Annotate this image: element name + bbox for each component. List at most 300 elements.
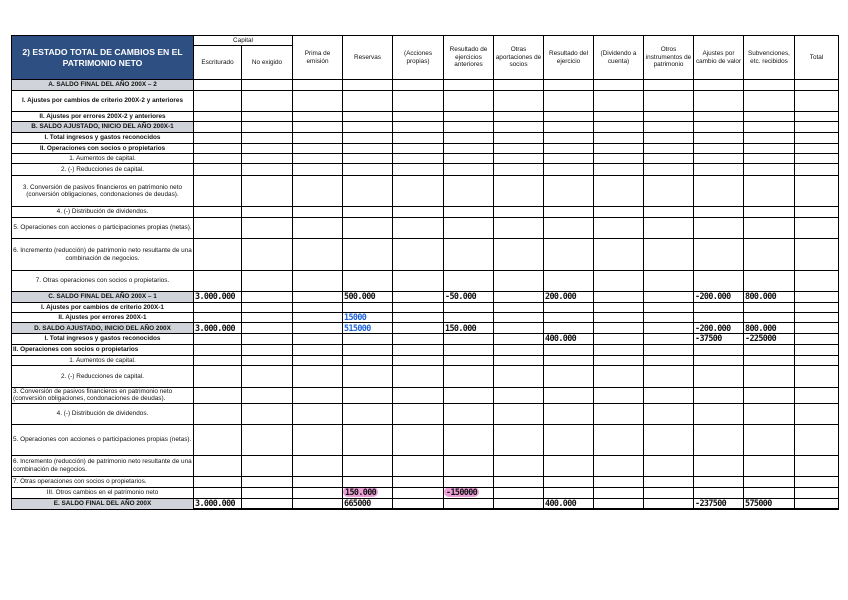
cell-ajustes[interactable] — [694, 218, 744, 239]
cell-resultado-ejercicio[interactable] — [544, 112, 594, 122]
cell-resultado-anteriores[interactable] — [444, 207, 494, 218]
cell-otros-instrumentos[interactable] — [644, 355, 694, 365]
cell-subvenciones[interactable] — [744, 133, 795, 144]
cell-reservas[interactable] — [343, 164, 393, 176]
cell-escriturado[interactable] — [194, 487, 242, 498]
cell-escriturado[interactable] — [194, 144, 242, 154]
cell-acciones[interactable] — [393, 80, 444, 91]
cell-dividendo[interactable] — [594, 424, 644, 455]
cell-otros-instrumentos[interactable] — [644, 365, 694, 387]
cell-dividendo[interactable] — [594, 344, 644, 355]
cell-reservas[interactable] — [343, 133, 393, 144]
cell-escriturado[interactable] — [194, 154, 242, 164]
cell-ajustes[interactable] — [694, 176, 744, 207]
cell-subvenciones[interactable] — [744, 144, 795, 154]
cell-resultado-anteriores[interactable] — [444, 239, 494, 271]
cell-otros-instrumentos[interactable] — [644, 80, 694, 91]
cell-reservas[interactable] — [343, 239, 393, 271]
cell-prima[interactable] — [293, 403, 343, 424]
cell-dividendo[interactable] — [594, 355, 644, 365]
cell-dividendo[interactable] — [594, 80, 644, 91]
cell-no-exigido[interactable] — [242, 303, 293, 313]
cell-acciones[interactable] — [393, 164, 444, 176]
cell-escriturado[interactable] — [194, 176, 242, 207]
cell-otras-aportaciones[interactable] — [494, 313, 544, 323]
cell-otros-instrumentos[interactable] — [644, 498, 694, 509]
cell-resultado-ejercicio[interactable] — [544, 365, 594, 387]
cell-otros-instrumentos[interactable] — [644, 303, 694, 313]
cell-reservas[interactable] — [343, 303, 393, 313]
cell-otros-instrumentos[interactable] — [644, 334, 694, 344]
cell-resultado-anteriores[interactable] — [444, 424, 494, 455]
cell-reservas[interactable] — [343, 313, 393, 323]
cell-no-exigido[interactable] — [242, 498, 293, 509]
cell-total[interactable] — [795, 112, 839, 122]
cell-ajustes[interactable] — [694, 355, 744, 365]
cell-subvenciones[interactable] — [744, 344, 795, 355]
cell-otros-instrumentos[interactable] — [644, 239, 694, 271]
cell-ajustes[interactable] — [694, 303, 744, 313]
cell-acciones[interactable] — [393, 498, 444, 509]
cell-total[interactable] — [795, 218, 839, 239]
cell-resultado-anteriores[interactable] — [444, 218, 494, 239]
cell-total[interactable] — [795, 455, 839, 476]
cell-acciones[interactable] — [393, 313, 444, 323]
cell-no-exigido[interactable] — [242, 239, 293, 271]
cell-acciones[interactable] — [393, 487, 444, 498]
cell-no-exigido[interactable] — [242, 476, 293, 487]
cell-reservas[interactable] — [343, 334, 393, 344]
cell-dividendo[interactable] — [594, 303, 644, 313]
cell-otros-instrumentos[interactable] — [644, 144, 694, 154]
cell-resultado-anteriores[interactable] — [444, 498, 494, 509]
cell-resultado-anteriores[interactable] — [444, 365, 494, 387]
cell-ajustes[interactable] — [694, 154, 744, 164]
cell-dividendo[interactable] — [594, 144, 644, 154]
cell-dividendo[interactable] — [594, 154, 644, 164]
cell-otros-instrumentos[interactable] — [644, 424, 694, 455]
cell-reservas[interactable] — [343, 122, 393, 133]
cell-otras-aportaciones[interactable] — [494, 80, 544, 91]
cell-resultado-anteriores[interactable] — [444, 271, 494, 292]
cell-resultado-ejercicio[interactable] — [544, 154, 594, 164]
cell-otros-instrumentos[interactable] — [644, 122, 694, 133]
cell-subvenciones[interactable] — [744, 112, 795, 122]
cell-ajustes[interactable] — [694, 313, 744, 323]
cell-dividendo[interactable] — [594, 207, 644, 218]
cell-dividendo[interactable] — [594, 112, 644, 122]
cell-reservas[interactable] — [343, 91, 393, 112]
cell-no-exigido[interactable] — [242, 133, 293, 144]
cell-resultado-ejercicio[interactable] — [544, 207, 594, 218]
cell-prima[interactable] — [293, 365, 343, 387]
cell-total[interactable] — [795, 355, 839, 365]
cell-prima[interactable] — [293, 91, 343, 112]
cell-no-exigido[interactable] — [242, 164, 293, 176]
cell-escriturado[interactable] — [194, 303, 242, 313]
cell-acciones[interactable] — [393, 176, 444, 207]
cell-otros-instrumentos[interactable] — [644, 176, 694, 207]
cell-otras-aportaciones[interactable] — [494, 365, 544, 387]
cell-dividendo[interactable] — [594, 334, 644, 344]
cell-subvenciones[interactable] — [744, 387, 795, 403]
cell-escriturado[interactable] — [194, 323, 242, 334]
cell-otras-aportaciones[interactable] — [494, 239, 544, 271]
cell-otras-aportaciones[interactable] — [494, 455, 544, 476]
cell-dividendo[interactable] — [594, 239, 644, 271]
cell-dividendo[interactable] — [594, 176, 644, 207]
cell-otras-aportaciones[interactable] — [494, 323, 544, 334]
cell-total[interactable] — [795, 344, 839, 355]
cell-prima[interactable] — [293, 344, 343, 355]
cell-resultado-ejercicio[interactable] — [544, 487, 594, 498]
cell-resultado-ejercicio[interactable] — [544, 313, 594, 323]
cell-total[interactable] — [795, 176, 839, 207]
cell-otros-instrumentos[interactable] — [644, 133, 694, 144]
cell-subvenciones[interactable] — [744, 164, 795, 176]
cell-ajustes[interactable] — [694, 292, 744, 303]
cell-no-exigido[interactable] — [242, 112, 293, 122]
cell-escriturado[interactable] — [194, 403, 242, 424]
cell-total[interactable] — [795, 207, 839, 218]
cell-escriturado[interactable] — [194, 164, 242, 176]
cell-otros-instrumentos[interactable] — [644, 207, 694, 218]
cell-acciones[interactable] — [393, 91, 444, 112]
cell-dividendo[interactable] — [594, 133, 644, 144]
cell-acciones[interactable] — [393, 387, 444, 403]
cell-ajustes[interactable] — [694, 112, 744, 122]
cell-escriturado[interactable] — [194, 313, 242, 323]
cell-acciones[interactable] — [393, 334, 444, 344]
cell-resultado-ejercicio[interactable] — [544, 403, 594, 424]
cell-otras-aportaciones[interactable] — [494, 112, 544, 122]
cell-acciones[interactable] — [393, 154, 444, 164]
cell-otros-instrumentos[interactable] — [644, 403, 694, 424]
cell-resultado-ejercicio[interactable] — [544, 80, 594, 91]
cell-escriturado[interactable] — [194, 498, 242, 509]
cell-escriturado[interactable] — [194, 292, 242, 303]
cell-escriturado[interactable] — [194, 476, 242, 487]
cell-escriturado[interactable] — [194, 344, 242, 355]
cell-ajustes[interactable] — [694, 387, 744, 403]
cell-prima[interactable] — [293, 271, 343, 292]
cell-resultado-anteriores[interactable] — [444, 334, 494, 344]
cell-escriturado[interactable] — [194, 239, 242, 271]
cell-reservas[interactable] — [343, 112, 393, 122]
cell-escriturado[interactable] — [194, 207, 242, 218]
cell-subvenciones[interactable] — [744, 239, 795, 271]
cell-prima[interactable] — [293, 498, 343, 509]
cell-subvenciones[interactable] — [744, 355, 795, 365]
cell-resultado-anteriores[interactable] — [444, 455, 494, 476]
cell-otras-aportaciones[interactable] — [494, 176, 544, 207]
cell-reservas[interactable] — [343, 387, 393, 403]
cell-resultado-anteriores[interactable] — [444, 176, 494, 207]
cell-no-exigido[interactable] — [242, 365, 293, 387]
cell-resultado-ejercicio[interactable] — [544, 498, 594, 509]
cell-otras-aportaciones[interactable] — [494, 164, 544, 176]
cell-subvenciones[interactable] — [744, 365, 795, 387]
cell-ajustes[interactable] — [694, 344, 744, 355]
cell-resultado-ejercicio[interactable] — [544, 144, 594, 154]
cell-otras-aportaciones[interactable] — [494, 344, 544, 355]
cell-total[interactable] — [795, 144, 839, 154]
cell-otras-aportaciones[interactable] — [494, 218, 544, 239]
cell-resultado-anteriores[interactable] — [444, 80, 494, 91]
cell-resultado-anteriores[interactable] — [444, 355, 494, 365]
cell-escriturado[interactable] — [194, 355, 242, 365]
cell-prima[interactable] — [293, 207, 343, 218]
cell-acciones[interactable] — [393, 144, 444, 154]
cell-prima[interactable] — [293, 303, 343, 313]
cell-subvenciones[interactable] — [744, 303, 795, 313]
cell-dividendo[interactable] — [594, 365, 644, 387]
cell-reservas[interactable] — [343, 80, 393, 91]
cell-ajustes[interactable] — [694, 164, 744, 176]
cell-escriturado[interactable] — [194, 271, 242, 292]
cell-subvenciones[interactable] — [744, 476, 795, 487]
cell-otras-aportaciones[interactable] — [494, 334, 544, 344]
cell-prima[interactable] — [293, 112, 343, 122]
cell-reservas[interactable] — [343, 355, 393, 365]
cell-resultado-anteriores[interactable] — [444, 292, 494, 303]
cell-resultado-ejercicio[interactable] — [544, 239, 594, 271]
cell-otros-instrumentos[interactable] — [644, 292, 694, 303]
cell-acciones[interactable] — [393, 303, 444, 313]
cell-no-exigido[interactable] — [242, 176, 293, 207]
cell-acciones[interactable] — [393, 355, 444, 365]
cell-reservas[interactable] — [343, 476, 393, 487]
cell-no-exigido[interactable] — [242, 334, 293, 344]
cell-acciones[interactable] — [393, 271, 444, 292]
cell-reservas[interactable] — [343, 498, 393, 509]
cell-total[interactable] — [795, 303, 839, 313]
cell-total[interactable] — [795, 476, 839, 487]
cell-escriturado[interactable] — [194, 424, 242, 455]
cell-escriturado[interactable] — [194, 365, 242, 387]
cell-total[interactable] — [795, 323, 839, 334]
cell-otros-instrumentos[interactable] — [644, 154, 694, 164]
cell-escriturado[interactable] — [194, 112, 242, 122]
cell-subvenciones[interactable] — [744, 487, 795, 498]
cell-resultado-ejercicio[interactable] — [544, 424, 594, 455]
cell-no-exigido[interactable] — [242, 424, 293, 455]
cell-ajustes[interactable] — [694, 133, 744, 144]
cell-resultado-anteriores[interactable] — [444, 133, 494, 144]
cell-prima[interactable] — [293, 164, 343, 176]
cell-prima[interactable] — [293, 487, 343, 498]
cell-dividendo[interactable] — [594, 487, 644, 498]
cell-no-exigido[interactable] — [242, 154, 293, 164]
cell-subvenciones[interactable] — [744, 154, 795, 164]
cell-subvenciones[interactable] — [744, 313, 795, 323]
cell-resultado-anteriores[interactable] — [444, 387, 494, 403]
cell-subvenciones[interactable] — [744, 455, 795, 476]
cell-reservas[interactable] — [343, 455, 393, 476]
cell-no-exigido[interactable] — [242, 218, 293, 239]
cell-ajustes[interactable] — [694, 144, 744, 154]
cell-otros-instrumentos[interactable] — [644, 271, 694, 292]
cell-ajustes[interactable] — [694, 365, 744, 387]
cell-prima[interactable] — [293, 387, 343, 403]
cell-ajustes[interactable] — [694, 122, 744, 133]
cell-no-exigido[interactable] — [242, 403, 293, 424]
cell-no-exigido[interactable] — [242, 207, 293, 218]
cell-dividendo[interactable] — [594, 292, 644, 303]
cell-subvenciones[interactable] — [744, 218, 795, 239]
cell-reservas[interactable] — [343, 207, 393, 218]
cell-resultado-anteriores[interactable] — [444, 91, 494, 112]
cell-total[interactable] — [795, 292, 839, 303]
cell-no-exigido[interactable] — [242, 91, 293, 112]
cell-ajustes[interactable] — [694, 91, 744, 112]
cell-otros-instrumentos[interactable] — [644, 164, 694, 176]
cell-reservas[interactable] — [343, 424, 393, 455]
cell-resultado-ejercicio[interactable] — [544, 292, 594, 303]
cell-resultado-ejercicio[interactable] — [544, 455, 594, 476]
cell-acciones[interactable] — [393, 122, 444, 133]
cell-resultado-ejercicio[interactable] — [544, 303, 594, 313]
cell-subvenciones[interactable] — [744, 176, 795, 207]
cell-prima[interactable] — [293, 176, 343, 207]
cell-acciones[interactable] — [393, 365, 444, 387]
cell-otros-instrumentos[interactable] — [644, 112, 694, 122]
cell-no-exigido[interactable] — [242, 455, 293, 476]
cell-escriturado[interactable] — [194, 91, 242, 112]
cell-reservas[interactable] — [343, 271, 393, 292]
cell-resultado-anteriores[interactable] — [444, 303, 494, 313]
cell-otros-instrumentos[interactable] — [644, 476, 694, 487]
cell-reservas[interactable] — [343, 403, 393, 424]
cell-reservas[interactable] — [343, 487, 393, 498]
cell-prima[interactable] — [293, 424, 343, 455]
cell-otras-aportaciones[interactable] — [494, 133, 544, 144]
cell-no-exigido[interactable] — [242, 387, 293, 403]
cell-escriturado[interactable] — [194, 455, 242, 476]
cell-acciones[interactable] — [393, 112, 444, 122]
cell-acciones[interactable] — [393, 218, 444, 239]
cell-acciones[interactable] — [393, 344, 444, 355]
cell-subvenciones[interactable] — [744, 292, 795, 303]
cell-subvenciones[interactable] — [744, 122, 795, 133]
cell-resultado-anteriores[interactable] — [444, 112, 494, 122]
cell-resultado-ejercicio[interactable] — [544, 271, 594, 292]
cell-prima[interactable] — [293, 80, 343, 91]
cell-dividendo[interactable] — [594, 323, 644, 334]
cell-total[interactable] — [795, 164, 839, 176]
cell-total[interactable] — [795, 334, 839, 344]
cell-total[interactable] — [795, 91, 839, 112]
cell-ajustes[interactable] — [694, 487, 744, 498]
cell-subvenciones[interactable] — [744, 334, 795, 344]
cell-otras-aportaciones[interactable] — [494, 476, 544, 487]
cell-no-exigido[interactable] — [242, 487, 293, 498]
cell-escriturado[interactable] — [194, 334, 242, 344]
cell-total[interactable] — [795, 271, 839, 292]
cell-subvenciones[interactable] — [744, 424, 795, 455]
cell-reservas[interactable] — [343, 144, 393, 154]
cell-no-exigido[interactable] — [242, 122, 293, 133]
cell-ajustes[interactable] — [694, 476, 744, 487]
cell-subvenciones[interactable] — [744, 498, 795, 509]
cell-otras-aportaciones[interactable] — [494, 122, 544, 133]
cell-resultado-anteriores[interactable] — [444, 313, 494, 323]
cell-resultado-ejercicio[interactable] — [544, 122, 594, 133]
cell-resultado-anteriores[interactable] — [444, 323, 494, 334]
cell-subvenciones[interactable] — [744, 80, 795, 91]
cell-dividendo[interactable] — [594, 313, 644, 323]
cell-total[interactable] — [795, 387, 839, 403]
cell-reservas[interactable] — [343, 292, 393, 303]
cell-prima[interactable] — [293, 122, 343, 133]
cell-acciones[interactable] — [393, 239, 444, 271]
cell-ajustes[interactable] — [694, 80, 744, 91]
cell-otras-aportaciones[interactable] — [494, 355, 544, 365]
cell-prima[interactable] — [293, 334, 343, 344]
cell-otras-aportaciones[interactable] — [494, 91, 544, 112]
cell-reservas[interactable] — [343, 218, 393, 239]
cell-dividendo[interactable] — [594, 218, 644, 239]
cell-acciones[interactable] — [393, 323, 444, 334]
cell-resultado-ejercicio[interactable] — [544, 387, 594, 403]
cell-total[interactable] — [795, 239, 839, 271]
cell-acciones[interactable] — [393, 455, 444, 476]
cell-acciones[interactable] — [393, 476, 444, 487]
cell-acciones[interactable] — [393, 292, 444, 303]
cell-otras-aportaciones[interactable] — [494, 487, 544, 498]
cell-escriturado[interactable] — [194, 387, 242, 403]
cell-prima[interactable] — [293, 323, 343, 334]
cell-total[interactable] — [795, 498, 839, 509]
cell-otros-instrumentos[interactable] — [644, 91, 694, 112]
cell-total[interactable] — [795, 313, 839, 323]
cell-resultado-ejercicio[interactable] — [544, 176, 594, 207]
cell-otras-aportaciones[interactable] — [494, 154, 544, 164]
cell-no-exigido[interactable] — [242, 144, 293, 154]
cell-ajustes[interactable] — [694, 334, 744, 344]
cell-reservas[interactable] — [343, 176, 393, 207]
cell-no-exigido[interactable] — [242, 323, 293, 334]
cell-acciones[interactable] — [393, 207, 444, 218]
cell-prima[interactable] — [293, 476, 343, 487]
cell-otros-instrumentos[interactable] — [644, 455, 694, 476]
cell-ajustes[interactable] — [694, 271, 744, 292]
cell-prima[interactable] — [293, 133, 343, 144]
cell-subvenciones[interactable] — [744, 91, 795, 112]
cell-subvenciones[interactable] — [744, 403, 795, 424]
cell-ajustes[interactable] — [694, 455, 744, 476]
cell-otras-aportaciones[interactable] — [494, 403, 544, 424]
cell-reservas[interactable] — [343, 365, 393, 387]
cell-resultado-anteriores[interactable] — [444, 144, 494, 154]
cell-otras-aportaciones[interactable] — [494, 144, 544, 154]
cell-subvenciones[interactable] — [744, 323, 795, 334]
cell-otras-aportaciones[interactable] — [494, 387, 544, 403]
cell-resultado-ejercicio[interactable] — [544, 344, 594, 355]
cell-total[interactable] — [795, 80, 839, 91]
cell-dividendo[interactable] — [594, 476, 644, 487]
cell-otros-instrumentos[interactable] — [644, 387, 694, 403]
cell-acciones[interactable] — [393, 424, 444, 455]
cell-total[interactable] — [795, 403, 839, 424]
cell-otros-instrumentos[interactable] — [644, 313, 694, 323]
cell-escriturado[interactable] — [194, 218, 242, 239]
cell-no-exigido[interactable] — [242, 80, 293, 91]
cell-dividendo[interactable] — [594, 122, 644, 133]
cell-resultado-anteriores[interactable] — [444, 164, 494, 176]
cell-total[interactable] — [795, 122, 839, 133]
cell-no-exigido[interactable] — [242, 355, 293, 365]
